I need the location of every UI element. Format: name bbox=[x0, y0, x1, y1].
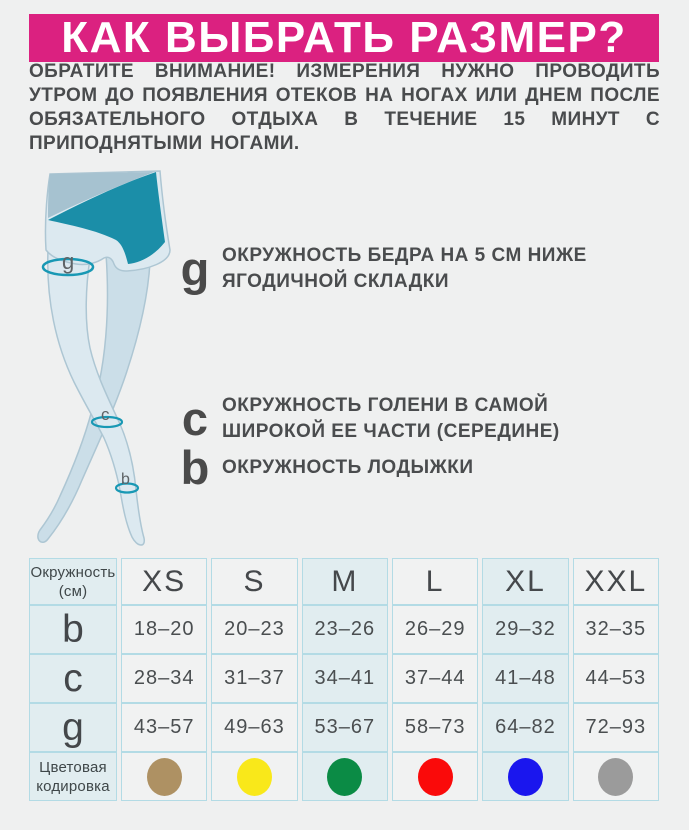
cell-b-l: 26–29 bbox=[392, 605, 478, 654]
color-dot-m bbox=[327, 758, 362, 796]
table-row-color-coding bbox=[29, 752, 659, 801]
row-label-c: c bbox=[29, 654, 117, 703]
cell-c-xs: 28–34 bbox=[121, 654, 207, 703]
size-header-xl: XL bbox=[482, 558, 568, 605]
size-header-m: M bbox=[302, 558, 388, 605]
color-dot-s bbox=[237, 758, 272, 796]
color-cell-m bbox=[302, 752, 388, 801]
cell-b-m: 23–26 bbox=[302, 605, 388, 654]
size-table bbox=[25, 558, 663, 801]
color-cell-l bbox=[392, 752, 478, 801]
color-dot-xl bbox=[508, 758, 543, 796]
measurement-text-calf bbox=[222, 393, 560, 445]
title-banner bbox=[29, 14, 659, 62]
table-row-ankle-b bbox=[29, 605, 659, 654]
cell-g-m: 53–67 bbox=[302, 703, 388, 752]
cell-b-xl: 29–32 bbox=[482, 605, 568, 654]
cell-g-xl: 64–82 bbox=[482, 703, 568, 752]
measurement-row-thigh bbox=[176, 243, 654, 295]
measurement-text-line: ОКРУЖНОСТЬ БЕДРА НА 5 СМ НИЖЕ bbox=[222, 245, 587, 266]
cell-c-xl: 41–48 bbox=[482, 654, 568, 703]
measurement-text-ankle bbox=[222, 455, 474, 481]
figure-label-g: g bbox=[62, 249, 75, 274]
measurement-row-calf bbox=[176, 393, 654, 445]
measurement-text-thigh bbox=[222, 243, 587, 295]
measurement-text-line: ЯГОДИЧНОЙ СКЛАДКИ bbox=[222, 271, 450, 292]
cell-g-xxl: 72–93 bbox=[573, 703, 659, 752]
measurement-letter-b: b bbox=[180, 441, 210, 494]
measurement-text-line: ОКРУЖНОСТЬ ЛОДЫЖКИ bbox=[222, 457, 474, 478]
cell-g-s: 49–63 bbox=[211, 703, 297, 752]
color-cell-xl bbox=[482, 752, 568, 801]
row-label-b: b bbox=[29, 605, 117, 654]
size-header-xxl: XXL bbox=[573, 558, 659, 605]
size-header-l: L bbox=[392, 558, 478, 605]
cell-c-s: 31–37 bbox=[211, 654, 297, 703]
size-table-header-row bbox=[29, 558, 659, 605]
color-cell-xs bbox=[121, 752, 207, 801]
color-cell-xxl bbox=[573, 752, 659, 801]
figure-label-c: c bbox=[101, 405, 110, 424]
notice-text: ОБРАТИТЕ ВНИМАНИЕ! ИЗМЕРЕНИЯ НУЖНО ПРОВОДИТЬ УТРОМ ДО ПОЯВЛЕНИЯ ОТЕКОВ НА НОГАХ ИЛИ ДНЕМ ПОСЛЕ ОБЯЗАТЕЛЬНОГО ОТДЫХА В ТЕЧЕНИЕ 15 МИНУТ С ПРИПОДНЯТЫМИ НОГАМИ. bbox=[29, 61, 660, 154]
cell-g-xs: 43–57 bbox=[121, 703, 207, 752]
cell-b-xs: 18–20 bbox=[121, 605, 207, 654]
measurement-text-line: ШИРОКОЙ ЕЕ ЧАСТИ (СЕРЕДИНЕ) bbox=[222, 421, 560, 442]
cell-b-xxl: 32–35 bbox=[573, 605, 659, 654]
cell-c-m: 34–41 bbox=[302, 654, 388, 703]
color-dot-l bbox=[418, 758, 453, 796]
page-title: КАК ВЫБРАТЬ РАЗМЕР? bbox=[61, 13, 627, 62]
color-dot-xxl bbox=[598, 758, 633, 796]
figure-label-b: b bbox=[121, 471, 130, 488]
table-corner-header: Окружность (см) bbox=[29, 558, 117, 605]
cell-c-l: 37–44 bbox=[392, 654, 478, 703]
measurement-row-ankle bbox=[176, 441, 654, 494]
color-coding-label: Цветовая кодировка bbox=[29, 752, 117, 801]
color-cell-s bbox=[211, 752, 297, 801]
table-row-thigh-g bbox=[29, 703, 659, 752]
table-row-calf-c bbox=[29, 654, 659, 703]
row-label-g: g bbox=[29, 703, 117, 752]
size-header-s: S bbox=[211, 558, 297, 605]
color-dot-xs bbox=[147, 758, 182, 796]
size-header-xs: XS bbox=[121, 558, 207, 605]
cell-g-l: 58–73 bbox=[392, 703, 478, 752]
cell-c-xxl: 44–53 bbox=[573, 654, 659, 703]
measurement-letter-c: c bbox=[181, 392, 209, 445]
measurement-text-line: ОКРУЖНОСТЬ ГОЛЕНИ В САМОЙ bbox=[222, 395, 549, 416]
cell-b-s: 20–23 bbox=[211, 605, 297, 654]
measurement-letter-g: g bbox=[180, 242, 210, 295]
